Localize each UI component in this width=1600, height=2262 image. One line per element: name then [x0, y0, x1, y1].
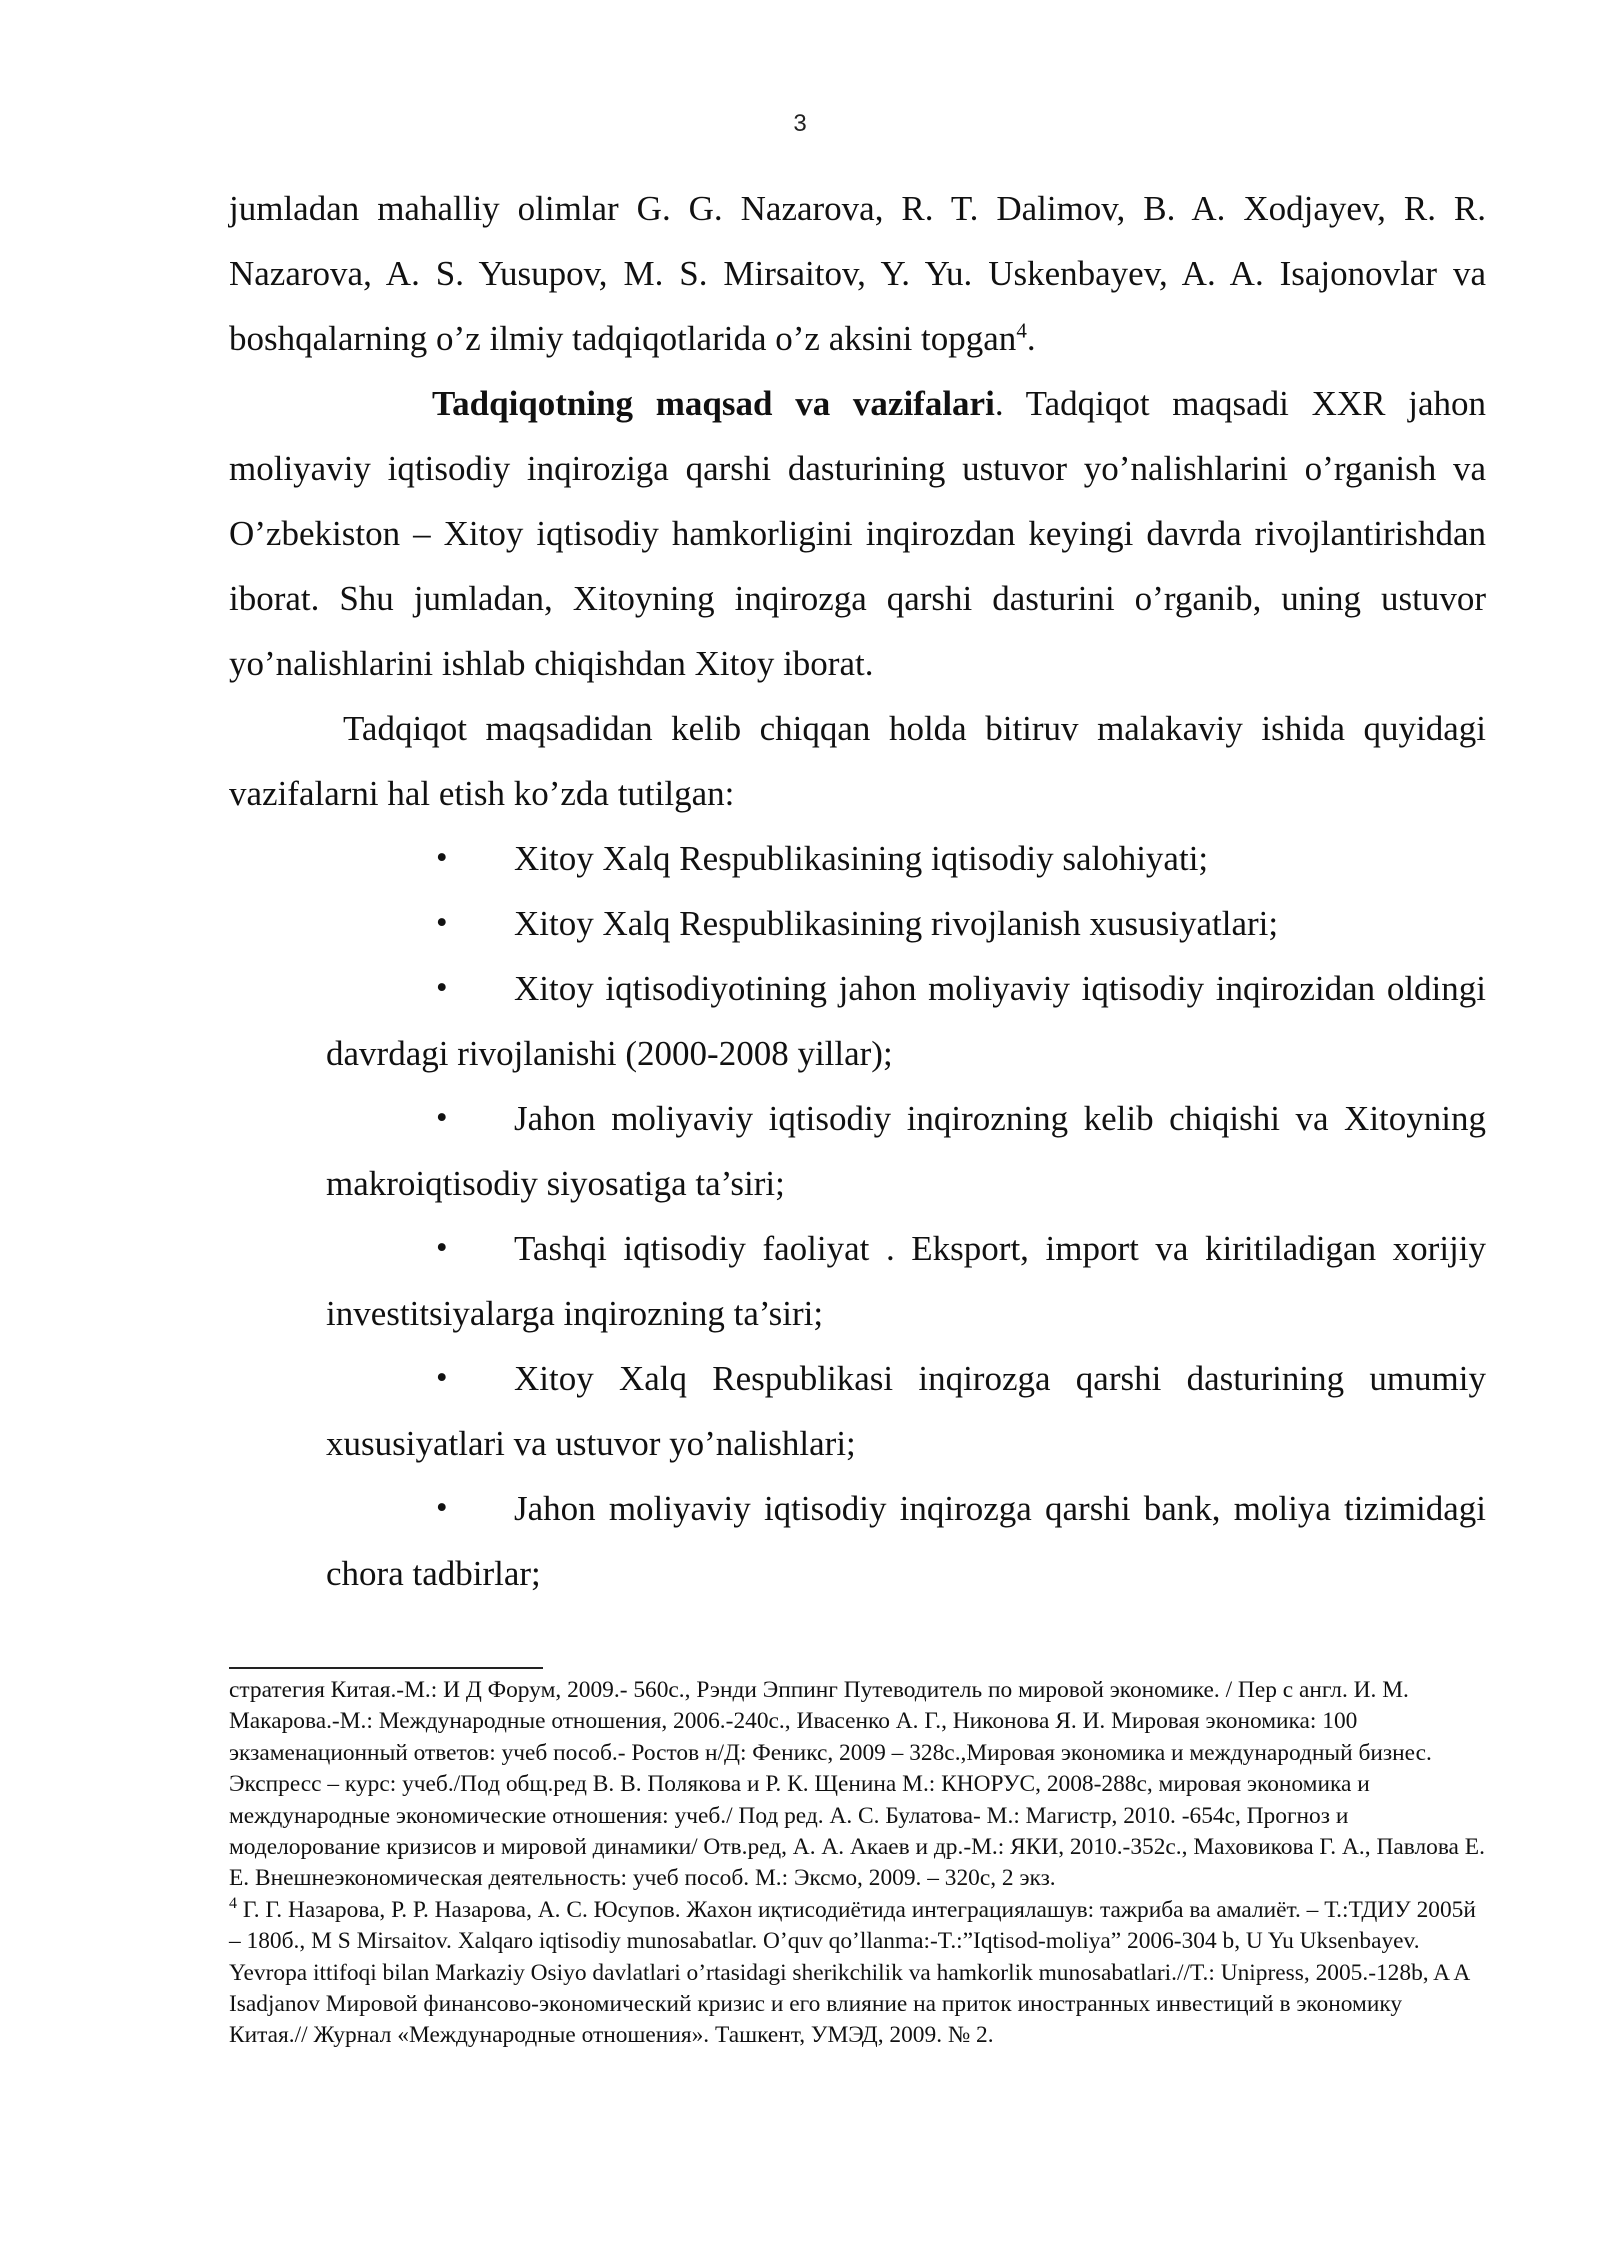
paragraph-scholars-end: .	[1026, 319, 1036, 358]
paragraph-goals-text: . Tadqiqot maqsadi XXR jahon moliyaviy iqtisodiy inqiroziga qarshi dasturining ustuvor yo’nalishlarini o’rganish va O’zbekiston – Xitoy iqtisodiy hamkorligini inqirozdan keyingi davrda rivojlantirishdan iborat. Shu jumladan, Xitoyning inqirozga qarshi dasturini o’rganib, uning ustuvor yo’nalishlarini ishlab chiqishdan Xitoy iborat.	[229, 384, 1486, 683]
tasks-list	[229, 826, 1486, 1606]
bullet-icon: •	[436, 970, 448, 1006]
list-item-text: Xitoy Xalq Respublikasining rivojlanish xususiyatlari;	[514, 904, 1279, 943]
section-heading: Tadqiqotning maqsad va vazifalari	[432, 384, 995, 423]
bullet-icon: •	[436, 1230, 448, 1266]
page-number: 3	[793, 110, 807, 137]
list-item-text: Xitoy Xalq Respublikasining iqtisodiy salohiyati;	[514, 839, 1209, 878]
list-item-text: Jahon moliyaviy iqtisodiy inqirozning kelib chiqishi va Xitoyning makroiqtisodiy siyosatiga ta’siri;	[326, 1099, 1486, 1203]
bullet-icon: •	[436, 840, 448, 876]
bullet-icon: •	[436, 1100, 448, 1136]
list-item	[326, 891, 1486, 956]
paragraph-scholars-text: jumladan mahalliy olimlar G. G. Nazarova, R. T. Dalimov, B. A. Xodjayev, R. R. Nazarova, A. S. Yusupov, M. S. Mirsaitov, Y. Yu. Uskenbayev, A. A. Isajonovlar va boshqalarning o’z ilmiy tadqiqotlarida o’z aksini topgan	[229, 189, 1486, 358]
footnote-4-text: Г. Г. Назарова, Р. Р. Назарова, А. С. Юсупов. Жахон иқтисодиётида интеграциялашув: тажриба ва амалиёт. – Т.:ТДИУ 2005й – 180б., M S Mirsaitov. Xalqaro iqtisodiy munosabatlar. O’quv qo’llanma:-T.:”Iqtisod-moliya” 2006-304 b, U Yu Uksenbayev. Yevropa ittifoqi bilan Markaziy Osiyo davlatlari o’rtasidagi sherikchilik va hamkorlik munosabatlari.//T.: Unipress, 2005.-128b, A A Isadjanov Мировой финансово-экономический кризис и его влияние на приток иностранных инвестиций в экономику Китая.// Журнал «Международные отношения». Ташкент, УМЭД, 2009. № 2.	[229, 1896, 1476, 2049]
list-item	[326, 1476, 1486, 1606]
list-item	[326, 956, 1486, 1086]
footnote-continued: стратегия Китая.-М.: И Д Форум, 2009.- 560с., Рэнди Эппинг Путеводитель по мировой экономике. / Пер с англ. И. М. Макарова.-М.: Международные отношения, 2006.-240с., Ивасенко А. Г., Никонова Я. И. Мировая экономика: 100 экзаменационный ответов: учеб пособ.- Ростов н/Д: Феникс, 2009 – 328с.,Мировая экономика и международный бизнес. Экспресс – курс: учеб./Под общ.ред В. В. Полякова и Р. К. Щенина М.: КНОРУС, 2008-288с, мировая экономика и международные экономические отношения: учеб./ Под ред. А. С. Булатова- М.: Магистр, 2010. -654с, Прогноз и моделорование кризисов и мировой динамики/ Отв.ред, А. А. Акаев и др.-М.: ЯКИ, 2010.-352с., Маховикова Г. А., Павлова Е. Е. Внешнеэкономическая деятельность: учеб пособ. М.: Эксмо, 2009. – 320с, 2 экз.	[229, 1677, 1485, 1892]
footnotes	[229, 1675, 1486, 2052]
footnote-separator	[229, 1667, 543, 1669]
list-item	[326, 1086, 1486, 1216]
list-item-text: Tashqi iqtisodiy faoliyat . Eksport, import va kiritiladigan xorijiy investitsiyalarga inqirozning ta’siri;	[326, 1229, 1486, 1333]
bullet-icon: •	[436, 1360, 448, 1396]
list-item-text: Xitoy iqtisodiyotining jahon moliyaviy iqtisodiy inqirozidan oldingi davrdagi rivojlanishi (2000-2008 yillar);	[326, 969, 1486, 1073]
footnote-number: 4	[229, 1895, 237, 1913]
paragraph-tasks-intro: Tadqiqot maqsadidan kelib chiqqan holda bitiruv malakaviy ishida quyidagi vazifalarni hal etish ko’zda tutilgan:	[229, 709, 1486, 813]
bullet-icon: •	[436, 905, 448, 941]
footnote-reference[interactable]: 4	[1016, 318, 1027, 343]
main-text	[229, 176, 1486, 1606]
bullet-icon: •	[436, 1490, 448, 1526]
list-item	[326, 1346, 1486, 1476]
paragraph-goals	[229, 371, 1486, 696]
footnote-4	[229, 1895, 1486, 2052]
paragraph-scholars	[229, 176, 1486, 371]
list-item	[326, 1216, 1486, 1346]
list-item	[326, 826, 1486, 891]
list-item-text: Xitoy Xalq Respublikasi inqirozga qarshi dasturining umumiy xususiyatlari va ustuvor yo’nalishlari;	[326, 1359, 1486, 1463]
list-item-text: Jahon moliyaviy iqtisodiy inqirozga qarshi bank, moliya tizimidagi chora tadbirlar;	[326, 1489, 1486, 1593]
